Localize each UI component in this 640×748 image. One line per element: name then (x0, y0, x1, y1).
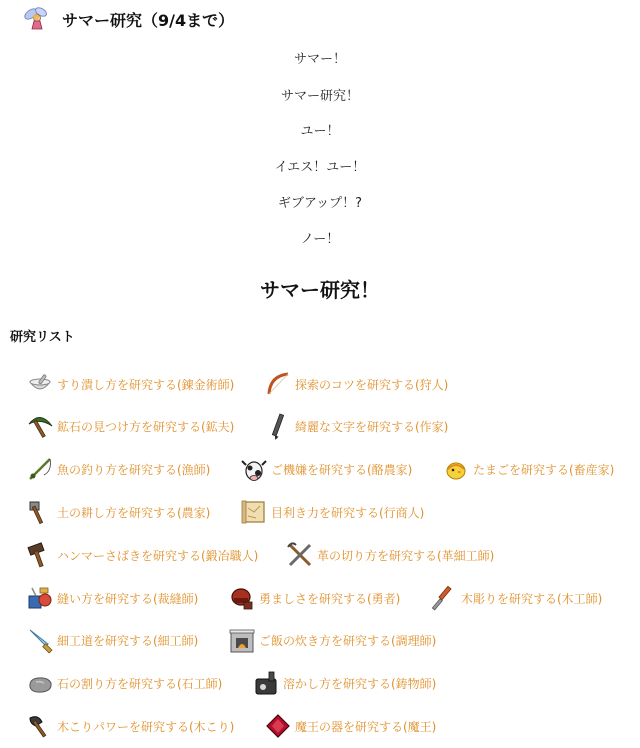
research-label[interactable]: 木彫りを研究する(木工師) (461, 591, 603, 606)
research-list-title: 研究リスト (10, 330, 75, 345)
knife-icon (26, 626, 54, 654)
pen-icon (264, 412, 292, 440)
chisel-icon (430, 584, 458, 612)
research-link-dairy-farmer[interactable] (240, 454, 412, 484)
research-link-livestock-farmer[interactable] (442, 454, 614, 484)
sewing-kit-icon (26, 584, 54, 612)
research-link-stonemason[interactable] (26, 668, 222, 698)
research-link-leatherworker[interactable] (286, 540, 494, 570)
axe-icon (26, 712, 54, 740)
research-label[interactable]: 縫い方を研究する(裁縫師) (57, 591, 199, 606)
research-label[interactable]: 探索のコツを研究する(狩人) (295, 377, 449, 392)
research-label[interactable]: 革の切り方を研究する(革細工師) (317, 548, 495, 563)
research-label[interactable]: たまごを研究する(畜産家) (473, 462, 615, 477)
hoe-icon (26, 498, 54, 526)
research-link-alchemist[interactable] (26, 369, 234, 399)
research-label[interactable]: ご機嫌を研究する(酪農家) (271, 462, 413, 477)
page-title: サマー研究（9/4まで） (62, 10, 235, 30)
research-link-fisher[interactable] (26, 454, 210, 484)
summer-research-heading: サマー研究！ (260, 278, 380, 302)
research-label[interactable]: 魚の釣り方を研究する(漁師) (57, 462, 211, 477)
stone-icon (26, 669, 54, 697)
research-label[interactable]: 鉱石の見つけ方を研究する(鉱夫) (57, 419, 235, 434)
chant-line: イエス！ユー！ (274, 160, 366, 175)
chant-line: ノー！ (300, 232, 340, 247)
research-label[interactable]: 綺麗な文字を研究する(作家) (295, 419, 449, 434)
research-label[interactable]: 木こりパワーを研究する(木こり) (57, 719, 235, 734)
map-scroll-icon (240, 498, 268, 526)
research-label[interactable]: すり潰し方を研究する(錬金術師) (57, 377, 235, 392)
fishing-rod-icon (26, 455, 54, 483)
research-link-hunter[interactable] (264, 369, 448, 399)
chant-line: サマー！ (293, 52, 346, 67)
hammer-icon (26, 541, 54, 569)
chant-line: ユー！ (300, 124, 340, 139)
research-link-woodworker[interactable] (430, 583, 602, 613)
helmet-icon (228, 584, 256, 612)
research-link-hero[interactable] (228, 583, 400, 613)
research-link-craftsman[interactable] (26, 625, 198, 655)
red-gem-icon (264, 712, 292, 740)
research-label[interactable]: 細工道を研究する(細工師) (57, 633, 199, 648)
pickaxe-icon (26, 412, 54, 440)
mortar-icon (26, 370, 54, 398)
research-label[interactable]: 勇ましさを研究する(勇者) (259, 591, 401, 606)
research-link-lumberjack[interactable] (26, 711, 234, 741)
research-link-caster[interactable] (252, 668, 436, 698)
research-label[interactable]: 土の耕し方を研究する(農家) (57, 505, 211, 520)
research-link-writer[interactable] (264, 411, 448, 441)
fairy-icon (22, 5, 50, 33)
research-link-merchant[interactable] (240, 497, 424, 527)
research-link-demon-king[interactable] (264, 711, 436, 741)
furnace-icon (252, 669, 280, 697)
research-label[interactable]: ハンマーさばきを研究する(鍛冶職人) (57, 548, 259, 563)
bow-icon (264, 370, 292, 398)
page-header (22, 4, 234, 34)
crossed-tools-icon (286, 541, 314, 569)
research-link-miner[interactable] (26, 411, 234, 441)
research-label[interactable]: 魔王の器を研究する(魔王) (295, 719, 437, 734)
research-label[interactable]: ご飯の炊き方を研究する(調理師) (259, 633, 437, 648)
cow-icon (240, 455, 268, 483)
research-link-blacksmith[interactable] (26, 540, 258, 570)
stove-icon (228, 626, 256, 654)
research-link-cook[interactable] (228, 625, 436, 655)
research-label[interactable]: 石の割り方を研究する(石工師) (57, 676, 223, 691)
chick-icon (442, 455, 470, 483)
chant-line: サマー研究！ (280, 89, 359, 104)
research-label[interactable]: 目利き力を研究する(行商人) (271, 505, 425, 520)
research-link-farmer[interactable] (26, 497, 210, 527)
chant-line: ギブアップ！? (278, 196, 362, 211)
research-label[interactable]: 溶かし方を研究する(鋳物師) (283, 676, 437, 691)
research-link-tailor[interactable] (26, 583, 198, 613)
